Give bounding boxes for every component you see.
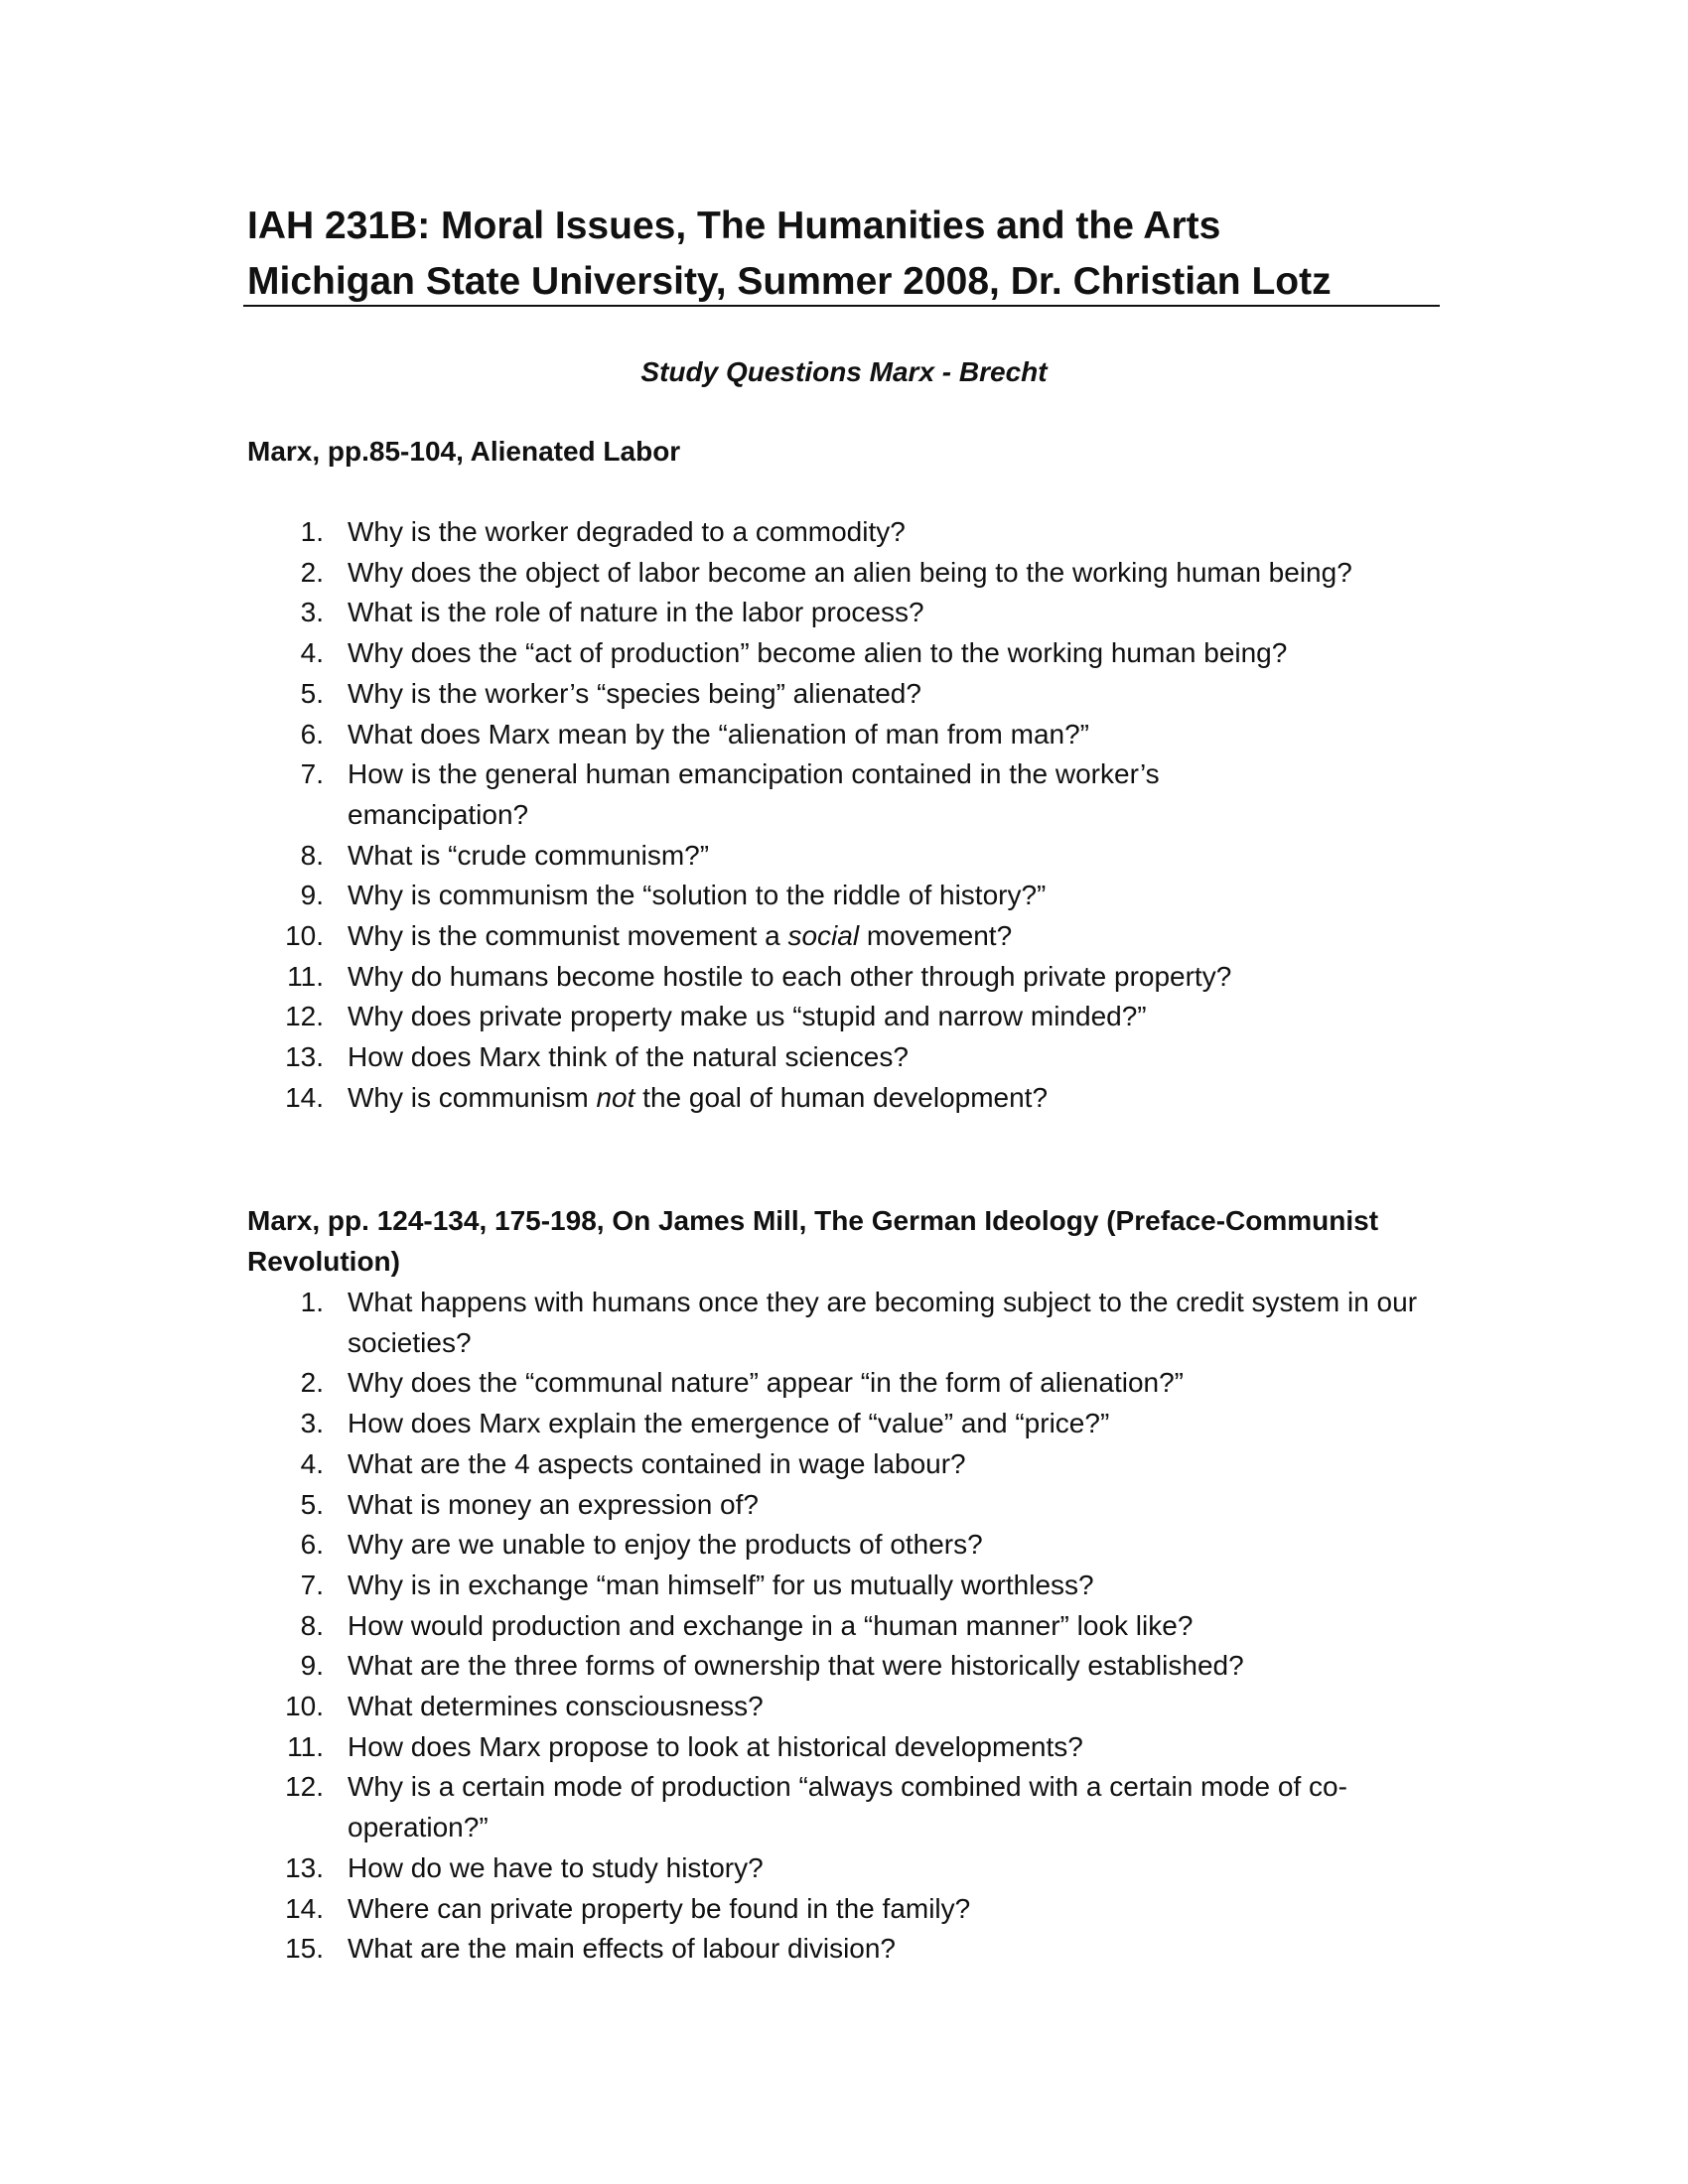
question-text: What is the role of nature in the labor process? xyxy=(348,597,924,628)
question-text-part: the goal of human development? xyxy=(634,1081,1049,1113)
question-number: 15. xyxy=(285,1933,324,1965)
question-number: 2. xyxy=(300,1367,324,1399)
question-number: 6. xyxy=(300,718,324,750)
list-item xyxy=(0,957,1688,998)
list-item xyxy=(0,1646,1688,1687)
question-text: Why does the “communal nature” appear “in the form of alienation?” xyxy=(348,1367,1184,1399)
question-number: 4. xyxy=(300,1447,324,1479)
question-text: Why is the worker degraded to a commodity? xyxy=(348,516,906,547)
question-number: 14. xyxy=(285,1892,324,1924)
question-text xyxy=(348,1078,1450,1119)
question-text: How does Marx think of the natural sciences? xyxy=(348,1041,909,1073)
question-text: What is “crude communism?” xyxy=(348,839,710,871)
question-number: 7. xyxy=(300,758,324,790)
list-item xyxy=(0,593,1688,633)
document-header xyxy=(247,199,1439,310)
question-number: 1. xyxy=(300,1287,324,1317)
document-subtitle: Study Questions Marx - Brecht xyxy=(640,356,1048,387)
question-number: 9. xyxy=(300,1650,324,1682)
header-divider xyxy=(243,305,1440,307)
question-text: What is money an expression of? xyxy=(348,1488,759,1520)
question-text: Why is the worker’s “species being” alienated? xyxy=(348,677,921,709)
question-text: How does Marx propose to look at historical developments? xyxy=(348,1730,1083,1762)
course-title: IAH 231B: Moral Issues, The Humanities and the Arts xyxy=(247,205,1221,247)
list-item xyxy=(0,1037,1688,1078)
question-number: 11. xyxy=(287,960,324,992)
list-item xyxy=(0,553,1688,594)
question-number: 5. xyxy=(300,677,324,709)
list-item xyxy=(0,1404,1688,1444)
question-text-part: Why is the communist movement a xyxy=(348,920,788,952)
question-number: 3. xyxy=(300,1408,324,1439)
question-text: Where can private property be found in the family? xyxy=(348,1892,971,1924)
question-text: Why does the “act of production” become alien to the working human being? xyxy=(348,637,1288,669)
question-number: 4. xyxy=(300,637,324,669)
question-number: 1. xyxy=(300,516,324,547)
question-text: Why are we unable to enjoy the products of others? xyxy=(348,1529,983,1561)
section-heading-alienated-labor: Marx, pp.85-104, Alienated Labor xyxy=(247,436,681,467)
question-number: 8. xyxy=(300,1609,324,1641)
course-institution-line: Michigan State University, Summer 2008, Dr. Christian Lotz xyxy=(247,260,1332,303)
list-item xyxy=(0,1889,1688,1930)
list-item xyxy=(0,1767,1688,1847)
list-item xyxy=(0,754,1688,835)
question-number: 3. xyxy=(300,597,324,628)
question-number: 12. xyxy=(285,1001,324,1032)
list-item xyxy=(0,916,1688,957)
question-number: 13. xyxy=(285,1851,324,1883)
question-text: How is the general human emancipation contained in the worker’s emancipation? xyxy=(348,758,1160,830)
list-item xyxy=(0,1566,1688,1606)
list-item xyxy=(0,1485,1688,1526)
question-text-part: Why is communism xyxy=(348,1081,597,1113)
list-item xyxy=(0,876,1688,916)
list-item xyxy=(0,1727,1688,1768)
question-text: How would production and exchange in a “human manner” look like? xyxy=(348,1609,1194,1641)
list-item xyxy=(0,1363,1688,1404)
question-text-emphasis: social xyxy=(787,920,860,952)
question-number: 2. xyxy=(300,556,324,588)
question-number: 9. xyxy=(300,880,324,911)
section-heading-german-ideology: Marx, pp. 124-134, 175-198, On James Mill, The German Ideology (Preface-Communist Revolution) xyxy=(247,1205,1379,1277)
question-text-part: movement? xyxy=(859,920,1013,952)
question-text: How does Marx explain the emergence of “value” and “price?” xyxy=(348,1408,1110,1439)
question-number: 12. xyxy=(285,1771,324,1803)
question-text: Why does the object of labor become an alien being to the working human being? xyxy=(348,556,1352,588)
question-number: 7. xyxy=(300,1569,324,1600)
question-number: 13. xyxy=(285,1041,324,1073)
question-text xyxy=(348,916,1450,957)
question-text: Why does private property make us “stupid and narrow minded?” xyxy=(348,1001,1147,1032)
question-text: Why is a certain mode of production “always combined with a certain mode of co-operation?” xyxy=(348,1771,1347,1843)
question-number: 6. xyxy=(300,1529,324,1561)
list-item xyxy=(0,1929,1688,1970)
list-item xyxy=(0,1606,1688,1647)
question-text: What happens with humans once they are becoming subject to the credit system in our societies? xyxy=(348,1287,1418,1358)
list-item xyxy=(0,633,1688,674)
question-number: 5. xyxy=(300,1488,324,1520)
question-list-alienated-labor xyxy=(0,512,1688,1119)
question-text: Why do humans become hostile to each other through private property? xyxy=(348,960,1232,992)
list-item xyxy=(0,715,1688,755)
question-number: 10. xyxy=(285,920,324,952)
question-text: How do we have to study history? xyxy=(348,1851,764,1883)
question-text: What determines consciousness? xyxy=(348,1691,764,1722)
list-item xyxy=(0,1444,1688,1485)
list-item xyxy=(0,1078,1688,1119)
question-text: What are the 4 aspects contained in wage labour? xyxy=(348,1447,966,1479)
question-list-german-ideology xyxy=(0,1283,1688,1970)
question-number: 8. xyxy=(300,839,324,871)
list-item xyxy=(0,1525,1688,1566)
question-text: What are the main effects of labour division? xyxy=(348,1933,897,1965)
question-text-emphasis: not xyxy=(596,1081,635,1113)
list-item xyxy=(0,1687,1688,1727)
question-text: What are the three forms of ownership that were historically established? xyxy=(348,1650,1244,1682)
list-item xyxy=(0,1283,1688,1363)
list-item xyxy=(0,512,1688,553)
list-item xyxy=(0,674,1688,715)
list-item xyxy=(0,997,1688,1037)
question-text: Why is communism the “solution to the riddle of history?” xyxy=(348,880,1047,911)
question-text: What does Marx mean by the “alienation of man from man?” xyxy=(348,718,1090,750)
question-number: 11. xyxy=(287,1730,324,1762)
question-number: 10. xyxy=(285,1691,324,1722)
question-number: 14. xyxy=(285,1081,324,1113)
list-item xyxy=(0,836,1688,877)
question-text: Why is in exchange “man himself” for us mutually worthless? xyxy=(348,1569,1094,1600)
list-item xyxy=(0,1848,1688,1889)
